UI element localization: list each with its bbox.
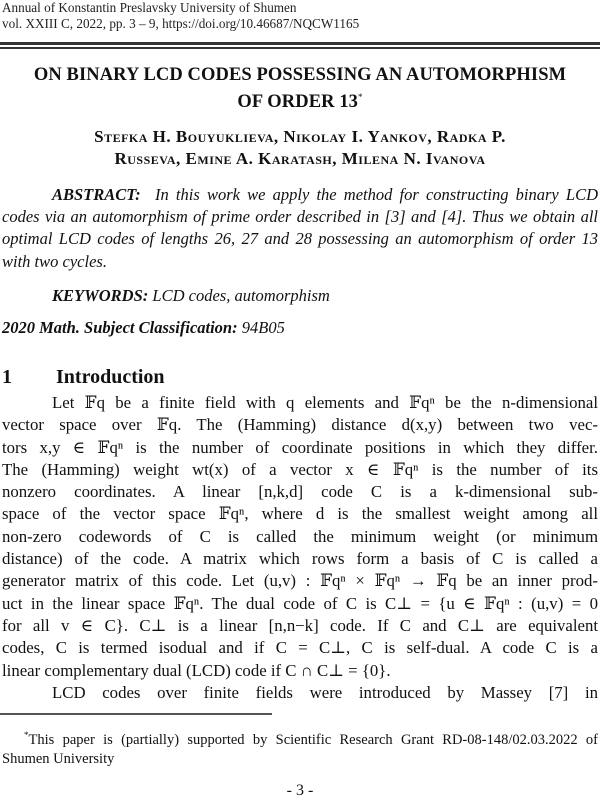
body-line: nonzero coordinates. A linear [n,k,d] code C is a k-dimensional sub- xyxy=(2,482,598,502)
body-line: space of the vector space 𝔽qⁿ, where d is the smallest weight among all xyxy=(2,504,598,524)
section-title: Introduction xyxy=(56,366,165,388)
msc-label: 2020 Math. Subject Classification: xyxy=(2,318,238,337)
footnote-mark: * xyxy=(24,730,29,740)
subject-classification xyxy=(2,318,285,338)
body-line: Let 𝔽q be a finite field with q elements and 𝔽qⁿ be the n-dimensional xyxy=(52,393,598,412)
body-line: tors x,y ∈ 𝔽qⁿ is the number of coordinate positions in which they differ. xyxy=(2,437,598,457)
journal-citation: vol. XXIII C, 2022, pp. 3 – 9, https://doi.org/10.46687/NQCW1165 xyxy=(2,16,360,31)
title-footnote-mark: * xyxy=(358,92,363,102)
journal-header xyxy=(2,0,359,32)
section-number: 1 xyxy=(2,366,12,388)
authors-line-2: Russeva, Emine A. Karatash, Milena N. Ivanova xyxy=(114,149,486,168)
footnote xyxy=(2,726,598,769)
footnote-rule xyxy=(0,713,272,715)
title-line-2: OF ORDER 13 xyxy=(237,92,359,112)
section-heading xyxy=(2,366,165,389)
msc-code: 94B05 xyxy=(241,318,285,337)
keywords-label: KEYWORDS: xyxy=(52,286,149,305)
body-line: The (Hamming) weight wt(x) of a vector x ∈ 𝔽qⁿ is the number of its xyxy=(2,459,598,479)
journal-name: Annual of Konstantin Preslavsky University of Shumen xyxy=(2,0,297,15)
body-line: linear complementary dual (LCD) code if C ∩ C⊥ = {0}. xyxy=(2,660,391,680)
paper-title xyxy=(0,64,600,113)
body-line: LCD codes over finite fields were introduced by Massey [7] in xyxy=(52,682,598,702)
body-line: for all v ∈ C}. C⊥ is a linear [n,n−k] code. If C and C⊥ are equivalent xyxy=(2,615,598,635)
abstract xyxy=(2,184,598,273)
authors-line-1: Stefka H. Bouyuklieva, Nikolay I. Yankov, Radka P. xyxy=(94,127,506,146)
title-line-1: ON BINARY LCD CODES POSSESSING AN AUTOMORPHISM xyxy=(33,65,567,85)
body-line: uct in the linear space 𝔽qⁿ. The dual code of C is C⊥ = {u ∈ 𝔽qⁿ : (u,v) = 0 xyxy=(2,593,598,613)
abstract-label: ABSTRACT: xyxy=(52,185,141,204)
header-rule-thin xyxy=(0,47,600,49)
body-line: non-zero codewords of C is called the minimum weight (or minimum xyxy=(2,526,598,546)
keywords-text: LCD codes, automorphism xyxy=(152,286,330,305)
page-number: - 3 - xyxy=(286,782,314,799)
keywords xyxy=(52,286,330,306)
body-text xyxy=(2,392,598,704)
body-line: vector space over 𝔽q. The (Hamming) distance d(x,y) between two vec- xyxy=(2,415,598,435)
author-list xyxy=(0,126,600,170)
abstract-text: In this work we apply the method for constructing binary LCD codes via an automorphism of prime order described in [3] and [4]. Thus we obtain all optimal LCD codes of lengths 26, 27 and 28 possessing an automorphism of order 13 with two cycles. xyxy=(2,185,598,271)
body-line: distance) of the code. A matrix which rows form a basis of C is called a xyxy=(2,549,598,569)
body-line: codes, C is termed isodual and if C = C⊥, C is self-dual. A code C is a xyxy=(2,638,598,658)
header-rule-thick xyxy=(0,42,600,45)
footnote-text: This paper is (partially) supported by Scientific Research Grant RD-08-148/02.03.2022 of Shumen University xyxy=(2,731,598,767)
body-line: generator matrix of this code. Let (u,v) : 𝔽qⁿ × 𝔽qⁿ → 𝔽q be an inner prod- xyxy=(2,571,598,591)
